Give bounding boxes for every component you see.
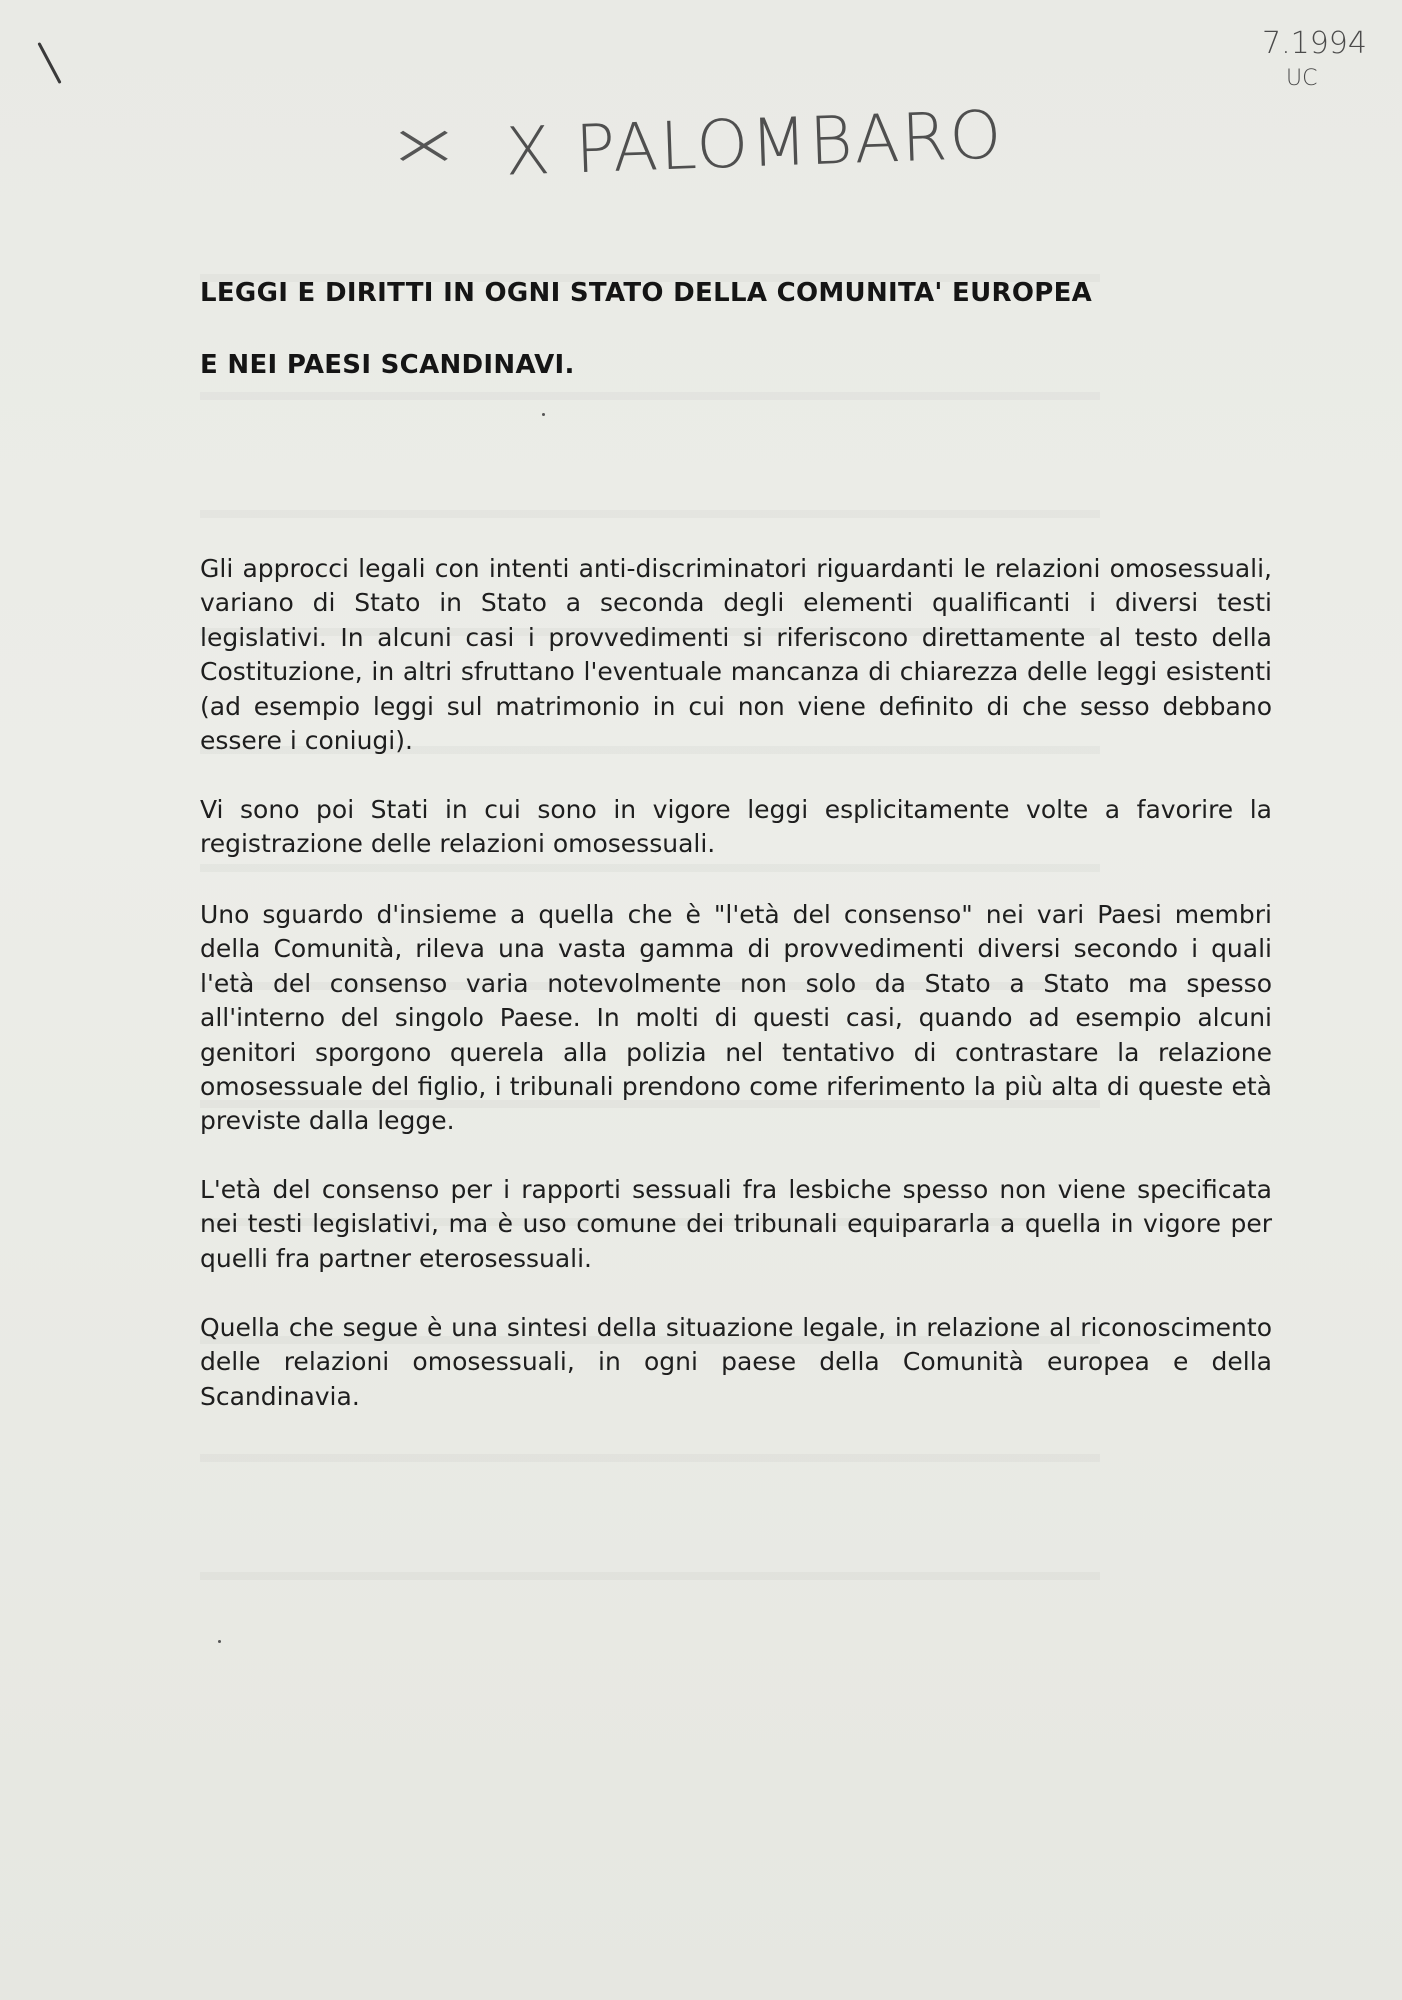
paragraph-2: Vi sono poi Stati in cui sono in vigore leggi esplicitamente volte a favorire la registrazione delle relazioni omosessuali. <box>200 795 1272 859</box>
paragraph-5: Quella che segue è una sintesi della situazione legale, in relazione al riconoscimento delle relazioni omosessuali, in ogni paese della Comunità europea e della Scandinavia. <box>200 1313 1272 1411</box>
handwritten-initials: UC <box>1286 66 1318 91</box>
handwritten-date: 7.1994 <box>1262 26 1367 61</box>
handwritten-x-mark: × <box>385 110 463 178</box>
paper-speck <box>542 413 545 416</box>
paragraph-4: L'età del consenso per i rapporti sessuali fra lesbiche spesso non viene specificata nei testi legislativi, ma è uso comune dei tribunali equipararla a quella in vigore per quelli fra partner eterosessuali. <box>200 1175 1272 1273</box>
handwritten-tick-mark <box>37 42 61 84</box>
paragraph-1: Gli approcci legali con intenti anti-discriminatori riguardanti le relazioni omosessuali, variano di Stato in Stato a seconda degli elementi qualificanti i diversi testi legislativi. In alcuni casi i provvedimenti si riferiscono direttamente al testo della Costituzione, in altri sfruttano l'eventuale mancanza di chiarezza delle leggi esistenti (ad esempio leggi sul matrimonio in cui non viene definito di che sesso debbano essere i coniugi). <box>200 554 1272 756</box>
handwritten-name: X PALOMBARO <box>503 96 1005 191</box>
document-title-line-1: LEGGI E DIRITTI IN OGNI STATO DELLA COMUNITA' EUROPEA <box>200 278 1093 308</box>
paragraph-3: Uno sguardo d'insieme a quella che è "l'età del consenso" nei vari Paesi membri della Comunità, rileva una vasta gamma di provvedimenti diversi secondo i quali l'età del consenso varia notevolmente non solo da Stato a Stato ma spesso all'interno del singolo Paese. In molti di questi casi, quando ad esempio alcuni genitori sporgono querela alla polizia nel tentativo di contrastare la relazione omosessuale del figlio, i tribunali prendono come riferimento la più alta di queste età previste dalla legge. <box>200 900 1272 1136</box>
paper-speck <box>218 1640 221 1643</box>
document-title-line-2: E NEI PAESI SCANDINAVI. <box>200 350 575 380</box>
